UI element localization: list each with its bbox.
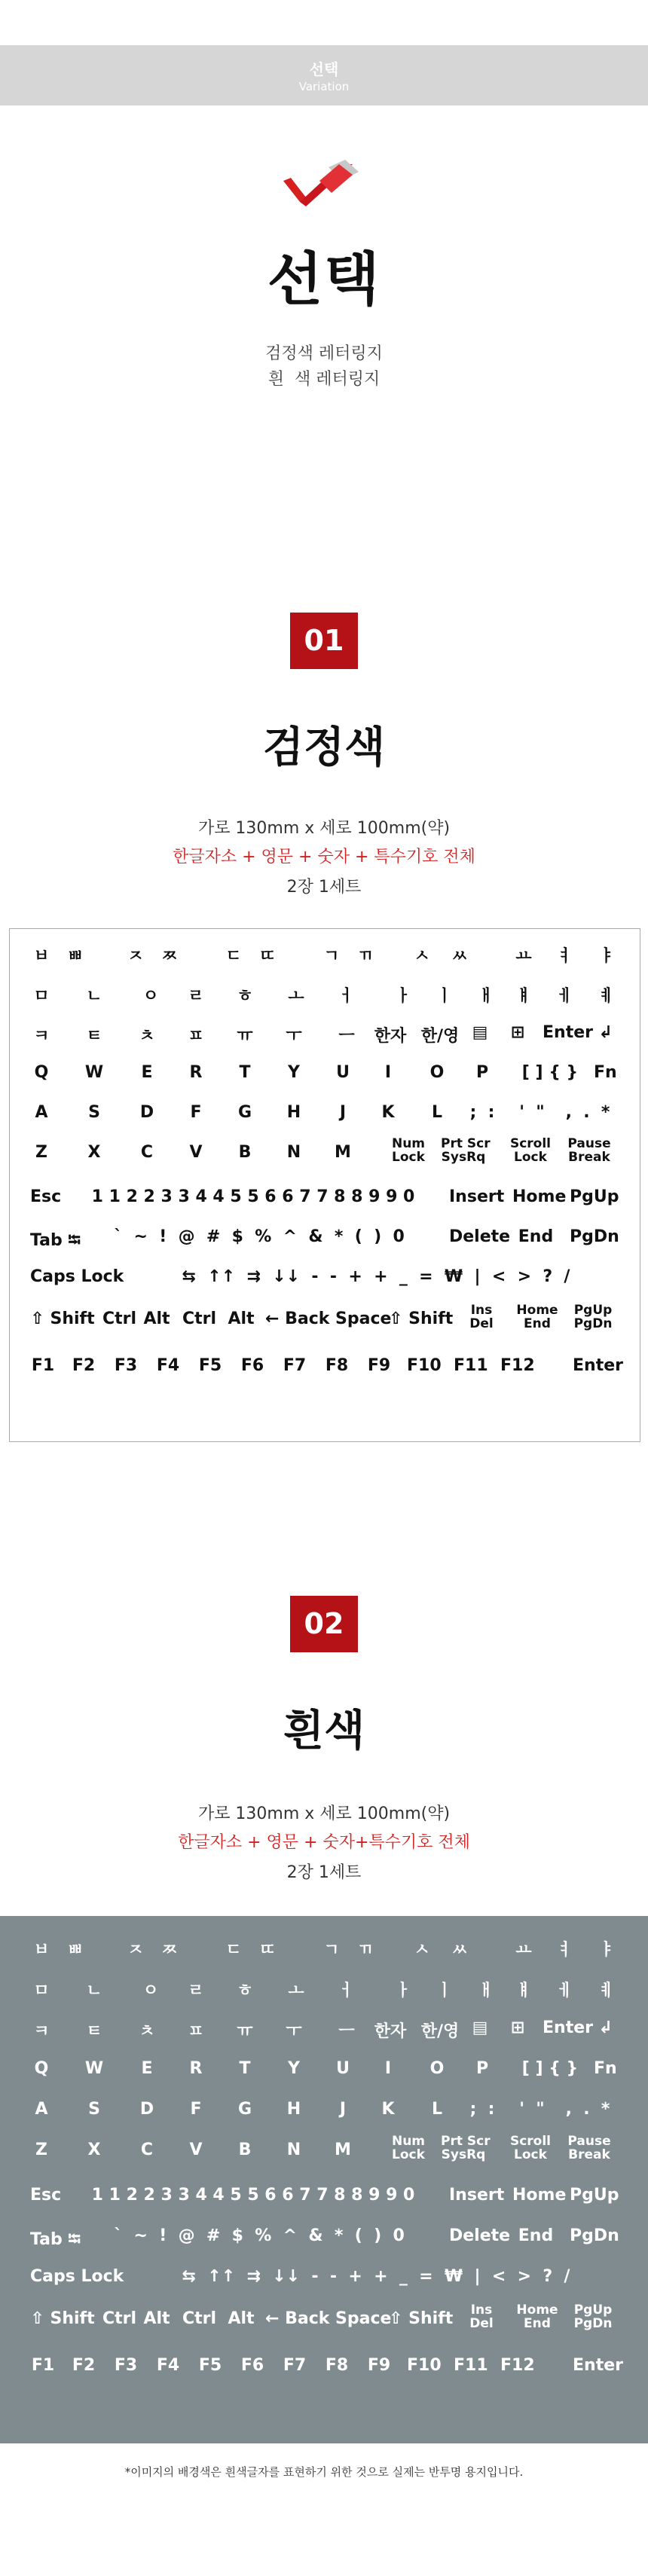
white-key-r10-k1: F2 xyxy=(72,2356,96,2375)
white-key-r10-k2: F3 xyxy=(114,2356,138,2375)
black-key-r1-k9: ㅐ xyxy=(478,987,494,1006)
section-size-02: 가로 130mm x 세로 100mm(약) xyxy=(197,1804,451,1823)
black-key-r1-k11: ㅔ xyxy=(557,987,573,1006)
white-key-r5-k9: Scroll Lock xyxy=(509,2134,552,2162)
white-key-r1-k11: ㅔ xyxy=(557,1982,573,2000)
white-key-r9-k4: Alt xyxy=(228,2309,255,2328)
white-key-r1-k6: ㅓ xyxy=(338,1982,355,2000)
white-key-r4-k11: , . * xyxy=(565,2100,610,2119)
white-key-r5-k4: B xyxy=(238,2141,252,2159)
black-key-r5-k10: Pause Break xyxy=(567,1136,611,1165)
white-key-r8-k1: ⇆ ↑↑ ⇉ ↓↓ - - + + _ = ₩ | < > ? / xyxy=(182,2267,570,2286)
black-key-r5-k9: Scroll Lock xyxy=(509,1136,552,1165)
white-key-r6-k1: 1 1 2 2 3 3 4 4 5 5 6 6 7 7 8 8 9 9 0 xyxy=(91,2186,415,2205)
white-key-r10-k8: F9 xyxy=(367,2356,391,2375)
white-key-r7-k2: Delete xyxy=(449,2226,511,2245)
black-key-r3-k4: T xyxy=(239,1063,251,1082)
white-key-r4-k10: ' " xyxy=(519,2100,545,2119)
black-key-r10-k8: F9 xyxy=(367,1356,391,1375)
black-key-r2-k1: ㅌ xyxy=(86,1027,102,1046)
black-key-r1-k10: ㅒ xyxy=(515,987,532,1006)
white-key-r2-k1: ㅌ xyxy=(86,2022,102,2041)
black-key-r5-k5: N xyxy=(286,1143,301,1162)
white-key-r4-k8: L xyxy=(431,2100,443,2119)
white-key-r10-k5: F6 xyxy=(240,2356,264,2375)
white-key-r9-k3: Ctrl xyxy=(182,2309,217,2328)
white-key-r10-k0: F1 xyxy=(31,2356,55,2375)
black-key-r3-k11: Fn xyxy=(594,1063,617,1082)
white-key-r2-k6: ㅡ xyxy=(338,2022,355,2041)
white-key-r6-k3: Home xyxy=(512,2186,567,2205)
black-key-r3-k6: U xyxy=(336,1063,350,1082)
white-key-r9-k0: ⇧ Shift xyxy=(30,2309,95,2328)
white-key-r0-k8: ㅅ xyxy=(414,1941,430,1960)
section-badge-02: 02 xyxy=(290,1596,358,1652)
black-key-r3-k9: P xyxy=(475,1063,489,1082)
black-key-r3-k2: E xyxy=(141,1063,153,1082)
black-key-r10-k6: F7 xyxy=(283,1356,307,1375)
white-key-r1-k3: ㄹ xyxy=(188,1982,204,2000)
black-key-r2-k10: ⊞ xyxy=(510,1023,525,1042)
black-key-r0-k1: ㅃ xyxy=(67,947,84,966)
black-key-r8-k1: ⇆ ↑↑ ⇉ ↓↓ - - + + _ = ₩ | < > ? / xyxy=(182,1267,570,1286)
black-key-r10-k3: F4 xyxy=(156,1356,180,1375)
black-key-r9-k1: Ctrl xyxy=(102,1309,137,1328)
black-key-r10-k1: F2 xyxy=(72,1356,96,1375)
black-key-r2-k11: Enter ↲ xyxy=(543,1023,613,1042)
black-key-r1-k4: ㅎ xyxy=(237,987,253,1006)
black-key-r10-k9: F10 xyxy=(407,1356,442,1375)
white-key-r7-k4: PgDn xyxy=(570,2226,619,2245)
white-key-r10-k9: F10 xyxy=(407,2356,442,2375)
black-key-r5-k6: M xyxy=(335,1143,351,1162)
white-key-r0-k7: ㄲ xyxy=(357,1941,374,1960)
black-key-r2-k0: ㅋ xyxy=(33,1027,50,1046)
black-key-r4-k5: H xyxy=(286,1103,301,1122)
white-key-r1-k1: ㄴ xyxy=(86,1982,102,2000)
white-key-r4-k9: ; : xyxy=(469,2100,495,2119)
section-title-01: 검정색 xyxy=(262,723,386,772)
white-key-r10-k12: Enter xyxy=(573,2356,623,2375)
white-key-r1-k10: ㅒ xyxy=(515,1982,532,2000)
white-key-r0-k4: ㄷ xyxy=(225,1941,242,1960)
white-key-r2-k4: ㅠ xyxy=(237,2022,253,2041)
white-key-r1-k5: ㅗ xyxy=(288,1982,304,2000)
black-key-r9-k9: PgUp PgDn xyxy=(573,1303,613,1331)
white-key-r4-k5: H xyxy=(286,2100,301,2119)
black-key-r2-k9: ▤ xyxy=(472,1023,488,1042)
black-key-r2-k6: ㅡ xyxy=(338,1027,355,1046)
header-bar xyxy=(0,45,648,105)
black-key-r0-k2: ㅈ xyxy=(127,947,144,966)
black-key-r9-k8: Home End xyxy=(516,1303,558,1331)
black-key-r0-k9: ㅆ xyxy=(451,947,468,966)
black-key-r9-k0: ⇧ Shift xyxy=(30,1309,95,1328)
white-key-r9-k6: ⇧ Shift xyxy=(389,2309,454,2328)
white-key-r5-k2: C xyxy=(140,2141,154,2159)
black-key-r1-k0: ㅁ xyxy=(33,987,50,1006)
black-key-r0-k10: ㅛ xyxy=(515,947,532,966)
white-key-r6-k4: PgUp xyxy=(570,2186,619,2205)
white-key-r5-k1: X xyxy=(87,2141,101,2159)
white-key-r4-k2: D xyxy=(139,2100,154,2119)
black-key-r2-k5: ㅜ xyxy=(286,1027,302,1046)
white-key-r0-k5: ㄸ xyxy=(259,1941,276,1960)
white-key-r10-k10: F11 xyxy=(454,2356,488,2375)
white-key-r2-k5: ㅜ xyxy=(286,2022,302,2041)
black-key-r0-k5: ㄸ xyxy=(259,947,276,966)
black-key-r6-k3: Home xyxy=(512,1187,567,1206)
white-key-r5-k0: Z xyxy=(35,2141,47,2159)
black-key-r3-k10: [ ] { } xyxy=(521,1063,579,1082)
white-key-r6-k2: Insert xyxy=(449,2186,505,2205)
white-key-r7-k1: ` ~ ! @ # $ % ^ & * ( ) 0 xyxy=(114,2226,405,2245)
black-key-r5-k2: C xyxy=(140,1143,154,1162)
white-key-r0-k2: ㅈ xyxy=(127,1941,144,1960)
black-key-r1-k5: ㅗ xyxy=(288,987,304,1006)
section-qty-02: 2장 1세트 xyxy=(286,1863,362,1882)
white-key-r3-k6: U xyxy=(336,2059,350,2078)
black-key-r6-k0: Esc xyxy=(30,1187,62,1206)
black-key-r7-k4: PgDn xyxy=(570,1227,619,1246)
white-key-r2-k11: Enter ↲ xyxy=(543,2018,613,2037)
black-key-r9-k7: Ins Del xyxy=(469,1303,494,1331)
white-key-r10-k11: F12 xyxy=(500,2356,535,2375)
white-key-r3-k11: Fn xyxy=(594,2059,617,2078)
white-key-r3-k0: Q xyxy=(34,2059,49,2078)
white-key-r4-k3: F xyxy=(190,2100,202,2119)
white-key-r2-k10: ⊞ xyxy=(510,2018,525,2037)
white-key-r9-k5: ← Back Space xyxy=(265,2309,392,2328)
black-key-r4-k10: ' " xyxy=(519,1103,545,1122)
black-key-r10-k0: F1 xyxy=(31,1356,55,1375)
section-qty-01: 2장 1세트 xyxy=(286,878,362,897)
white-key-r0-k12: ㅑ xyxy=(598,1941,615,1960)
black-key-r3-k8: O xyxy=(429,1063,445,1082)
white-key-r1-k7: ㅏ xyxy=(395,1982,411,2000)
black-key-r1-k2: ㅇ xyxy=(142,987,159,1006)
black-key-r4-k8: L xyxy=(431,1103,443,1122)
white-key-r5-k5: N xyxy=(286,2141,301,2159)
black-key-r5-k0: Z xyxy=(35,1143,47,1162)
black-key-r2-k7: 한자 xyxy=(374,1027,407,1046)
footnote: *이미지의 배경색은 흰색글자를 표현하기 위한 것으로 실제는 반투명 용지입니다. xyxy=(124,2465,524,2479)
black-key-r5-k7: Num Lock xyxy=(391,1136,426,1165)
black-key-r0-k7: ㄲ xyxy=(357,947,374,966)
black-key-r1-k7: ㅏ xyxy=(395,987,411,1006)
black-key-r4-k1: S xyxy=(88,1103,100,1122)
white-key-r2-k8: 한/영 xyxy=(420,2022,460,2041)
white-key-r3-k7: I xyxy=(384,2059,392,2078)
white-key-r4-k7: K xyxy=(381,2100,395,2119)
black-key-r5-k8: Prt Scr SysRq xyxy=(441,1136,491,1165)
white-key-r5-k3: V xyxy=(189,2141,203,2159)
black-lettering-sheet xyxy=(0,928,648,1441)
white-key-r0-k1: ㅃ xyxy=(67,1941,84,1960)
black-key-r3-k7: I xyxy=(384,1063,392,1082)
section-contents-01: 한글자소 + 영문 + 숫자 + 특수기호 전체 xyxy=(173,848,475,866)
white-key-r9-k8: Home End xyxy=(516,2303,558,2331)
white-key-r9-k2: Alt xyxy=(143,2309,170,2328)
white-key-r3-k10: [ ] { } xyxy=(521,2059,579,2078)
black-key-r10-k12: Enter xyxy=(573,1356,623,1375)
black-key-r8-k0: Caps Lock xyxy=(30,1267,124,1286)
white-key-r1-k2: ㅇ xyxy=(142,1982,159,2000)
black-key-r0-k12: ㅑ xyxy=(598,947,615,966)
black-key-r9-k4: Alt xyxy=(228,1309,255,1328)
black-key-r1-k1: ㄴ xyxy=(86,987,102,1006)
black-key-r6-k2: Insert xyxy=(449,1187,505,1206)
option-white: 흰 색 레터링지 xyxy=(267,370,381,389)
black-key-r3-k3: R xyxy=(189,1063,203,1082)
black-key-r1-k12: ㅖ xyxy=(598,987,615,1006)
black-key-r10-k10: F11 xyxy=(454,1356,488,1375)
black-key-r7-k1: ` ~ ! @ # $ % ^ & * ( ) 0 xyxy=(114,1227,405,1246)
black-key-r6-k1: 1 1 2 2 3 3 4 4 5 5 6 6 7 7 8 8 9 9 0 xyxy=(91,1187,415,1206)
black-key-r5-k1: X xyxy=(87,1143,101,1162)
black-key-r10-k2: F3 xyxy=(114,1356,138,1375)
black-key-r9-k6: ⇧ Shift xyxy=(389,1309,454,1328)
black-key-r1-k3: ㄹ xyxy=(188,987,204,1006)
white-key-r0-k10: ㅛ xyxy=(515,1941,532,1960)
white-key-r0-k9: ㅆ xyxy=(451,1941,468,1960)
white-key-r2-k9: ▤ xyxy=(472,2018,488,2037)
white-key-r3-k8: O xyxy=(429,2059,445,2078)
white-key-r7-k3: End xyxy=(518,2226,554,2245)
black-key-r4-k9: ; : xyxy=(469,1103,495,1122)
black-key-r4-k11: , . * xyxy=(565,1103,610,1122)
black-key-r0-k0: ㅂ xyxy=(33,947,50,966)
white-lettering-sheet xyxy=(0,1916,648,2443)
white-key-r9-k9: PgUp PgDn xyxy=(573,2303,613,2331)
white-key-r1-k12: ㅖ xyxy=(598,1982,615,2000)
option-black: 검정색 레터링지 xyxy=(265,344,383,363)
black-key-r0-k4: ㄷ xyxy=(225,947,242,966)
section-title-02: 흰색 xyxy=(283,1707,365,1756)
white-key-r3-k4: T xyxy=(239,2059,251,2078)
white-key-r0-k3: ㅉ xyxy=(161,1941,178,1960)
black-key-r2-k8: 한/영 xyxy=(420,1027,460,1046)
black-key-r0-k8: ㅅ xyxy=(414,947,430,966)
intro-title: 선택 xyxy=(267,246,381,313)
black-key-r5-k3: V xyxy=(189,1143,203,1162)
black-key-r7-k2: Delete xyxy=(449,1227,511,1246)
white-key-r2-k3: ㅍ xyxy=(188,2022,204,2041)
white-key-r1-k4: ㅎ xyxy=(237,1982,253,2000)
white-key-r10-k6: F7 xyxy=(283,2356,307,2375)
black-key-r6-k4: PgUp xyxy=(570,1187,619,1206)
white-key-r0-k6: ㄱ xyxy=(323,1941,340,1960)
black-key-r2-k3: ㅍ xyxy=(188,1027,204,1046)
black-key-r2-k4: ㅠ xyxy=(237,1027,253,1046)
white-key-r5-k8: Prt Scr SysRq xyxy=(441,2134,491,2162)
white-key-r2-k7: 한자 xyxy=(374,2022,407,2041)
black-key-r7-k3: End xyxy=(518,1227,554,1246)
section-contents-02: 한글자소 + 영문 + 숫자+특수기호 전체 xyxy=(178,1833,470,1852)
black-key-r3-k5: Y xyxy=(288,1063,300,1082)
black-key-r3-k1: W xyxy=(84,1063,104,1082)
white-key-r10-k7: F8 xyxy=(325,2356,349,2375)
black-key-r10-k4: F5 xyxy=(198,1356,222,1375)
black-key-r10-k7: F8 xyxy=(325,1356,349,1375)
white-key-r1-k0: ㅁ xyxy=(33,1982,50,2000)
white-key-r3-k1: W xyxy=(84,2059,104,2078)
white-key-r3-k5: Y xyxy=(288,2059,300,2078)
white-key-r3-k3: R xyxy=(189,2059,203,2078)
white-key-r3-k2: E xyxy=(141,2059,153,2078)
black-key-r4-k4: G xyxy=(237,1103,252,1122)
white-key-r7-k0: Tab ⭾ xyxy=(30,2230,81,2249)
black-key-r2-k2: ㅊ xyxy=(139,1027,155,1046)
white-key-r1-k9: ㅐ xyxy=(478,1982,494,2000)
black-key-r4-k2: D xyxy=(139,1103,154,1122)
check-logo-icon xyxy=(283,158,366,211)
header-title: 선택 xyxy=(309,60,339,78)
black-key-r0-k6: ㄱ xyxy=(323,947,340,966)
white-key-r6-k0: Esc xyxy=(30,2186,62,2205)
black-key-r9-k5: ← Back Space xyxy=(265,1309,392,1328)
white-key-r5-k6: M xyxy=(335,2141,351,2159)
white-key-r9-k7: Ins Del xyxy=(469,2303,494,2331)
black-key-r0-k3: ㅉ xyxy=(161,947,178,966)
black-key-r1-k6: ㅓ xyxy=(338,987,355,1006)
white-key-r10-k3: F4 xyxy=(156,2356,180,2375)
white-key-r4-k6: J xyxy=(339,2100,347,2119)
white-key-r5-k7: Num Lock xyxy=(391,2134,426,2162)
white-key-r2-k2: ㅊ xyxy=(139,2022,155,2041)
white-key-r3-k9: P xyxy=(475,2059,489,2078)
black-key-r9-k3: Ctrl xyxy=(182,1309,217,1328)
white-key-r5-k10: Pause Break xyxy=(567,2134,611,2162)
black-key-r4-k3: F xyxy=(190,1103,202,1122)
black-key-r10-k11: F12 xyxy=(500,1356,535,1375)
white-key-r4-k4: G xyxy=(237,2100,252,2119)
white-key-r9-k1: Ctrl xyxy=(102,2309,137,2328)
white-key-r0-k11: ㅕ xyxy=(557,1941,573,1960)
black-key-r9-k2: Alt xyxy=(143,1309,170,1328)
black-key-r5-k4: B xyxy=(238,1143,252,1162)
black-key-r7-k0: Tab ⭾ xyxy=(30,1231,81,1250)
section-badge-01: 01 xyxy=(290,613,358,669)
black-key-r4-k0: A xyxy=(35,1103,48,1122)
header-subtitle: Variation xyxy=(298,80,350,93)
section-size-01: 가로 130mm x 세로 100mm(약) xyxy=(197,819,451,838)
black-key-r4-k7: K xyxy=(381,1103,395,1122)
black-key-r10-k5: F6 xyxy=(240,1356,264,1375)
white-key-r2-k0: ㅋ xyxy=(33,2022,50,2041)
white-key-r1-k8: ㅣ xyxy=(436,1982,453,2000)
white-key-r4-k0: A xyxy=(35,2100,48,2119)
white-key-r10-k4: F5 xyxy=(198,2356,222,2375)
white-key-r0-k0: ㅂ xyxy=(33,1941,50,1960)
black-key-r1-k8: ㅣ xyxy=(436,987,453,1006)
black-key-r3-k0: Q xyxy=(34,1063,49,1082)
black-key-r0-k11: ㅕ xyxy=(557,947,573,966)
white-key-r4-k1: S xyxy=(88,2100,100,2119)
black-key-r4-k6: J xyxy=(339,1103,347,1122)
white-key-r8-k0: Caps Lock xyxy=(30,2267,124,2286)
